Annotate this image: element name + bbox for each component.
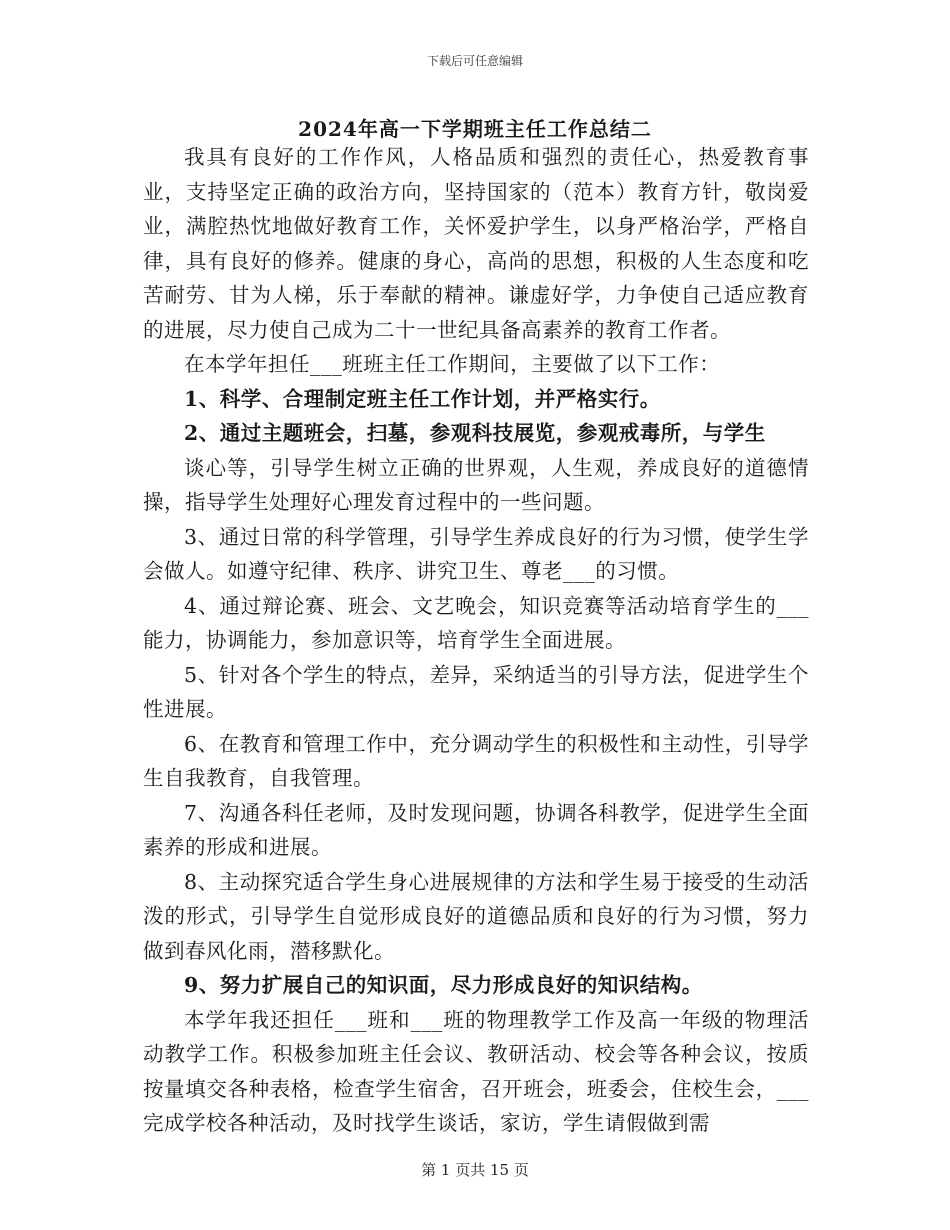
paragraph-item-5: 5、针对各个学生的特点，差异，采纳适当的引导方法，促进学生个性进展。 [143, 662, 809, 721]
paragraph-intro: 我具有良好的工作作风，人格品质和强烈的责任心，热爱教育事业，支持坚定正确的政治方向，坚持国家的（范本）教育方针，敬岗爱业，满腔热忱地做好教育工作，关怀爱护学生，以身严格治学，严格自律，具有良好的修养。健康的身心，高尚的思想，积极的人生态度和吃苦耐劳、甘为人梯，乐于奉献的精神。谦虚好学，力争使自己适应教育的进展，尽力使自己成为二十一世纪具备高素养的教育工作者。 [143, 145, 809, 342]
paragraph-item-7: 7、沟通各科任老师，及时发现问题，协调各科教学，促进学生全面素养的形成和进展。 [143, 800, 809, 859]
document-body [143, 140, 809, 1141]
paragraph-item-2: 2、通过主题班会，扫墓，参观科技展览，参观戒毒所，与学生 [184, 421, 766, 445]
paragraph-item-8: 8、主动探究适合学生身心进展规律的方法和学生易于接受的生动活泼的形式，引导学生自觉形成良好的道德品质和良好的行为习惯，努力做到春风化雨，潜移默化。 [143, 869, 809, 963]
document-title: 2024年高一下学期班主任工作总结二 [298, 117, 652, 141]
paragraph-role: 在本学年担任___班班主任工作期间，主要做了以下工作： [184, 352, 721, 376]
page-footer: 第 1 页共 15 页 [421, 1161, 529, 1179]
paragraph-item-3: 3、通过日常的科学管理，引导学生养成良好的行为习惯，使学生学会做人。如遵守纪律、秩序、讲究卫生、尊老___的习惯。 [143, 524, 809, 583]
paragraph-teaching: 本学年我还担任___班和___班的物理教学工作及高一年级的物理活动教学工作。积极参加班主任会议、教研活动、校会等各种会议，按质按量填交各种表格，检查学生宿舍，召开班会，班委会，住校生会，___完成学校各种活动，及时找学生谈话，家访，学生请假做到需 [143, 1007, 809, 1135]
paragraph-item-1: 1、科学、合理制定班主任工作计划，并严格实行。 [184, 386, 661, 411]
paragraph-item-6: 6、在教育和管理工作中，充分调动学生的积极性和主动性，引导学生自我教育，自我管理。 [143, 731, 809, 790]
page-header: 下载后可任意编辑 [426, 54, 523, 68]
paragraph-item-9: 9、努力扩展自己的知识面，尽力形成良好的知识结构。 [184, 973, 703, 997]
paragraph-item-2-continued: 谈心等，引导学生树立正确的世界观，人生观，养成良好的道德情操，指导学生处理好心理发育过程中的一些问题。 [143, 455, 809, 514]
paragraph-item-4: 4、通过辩论赛、班会、文艺晚会，知识竞赛等活动培育学生的___能力，协调能力，参加意识等，培育学生全面进展。 [143, 593, 809, 652]
